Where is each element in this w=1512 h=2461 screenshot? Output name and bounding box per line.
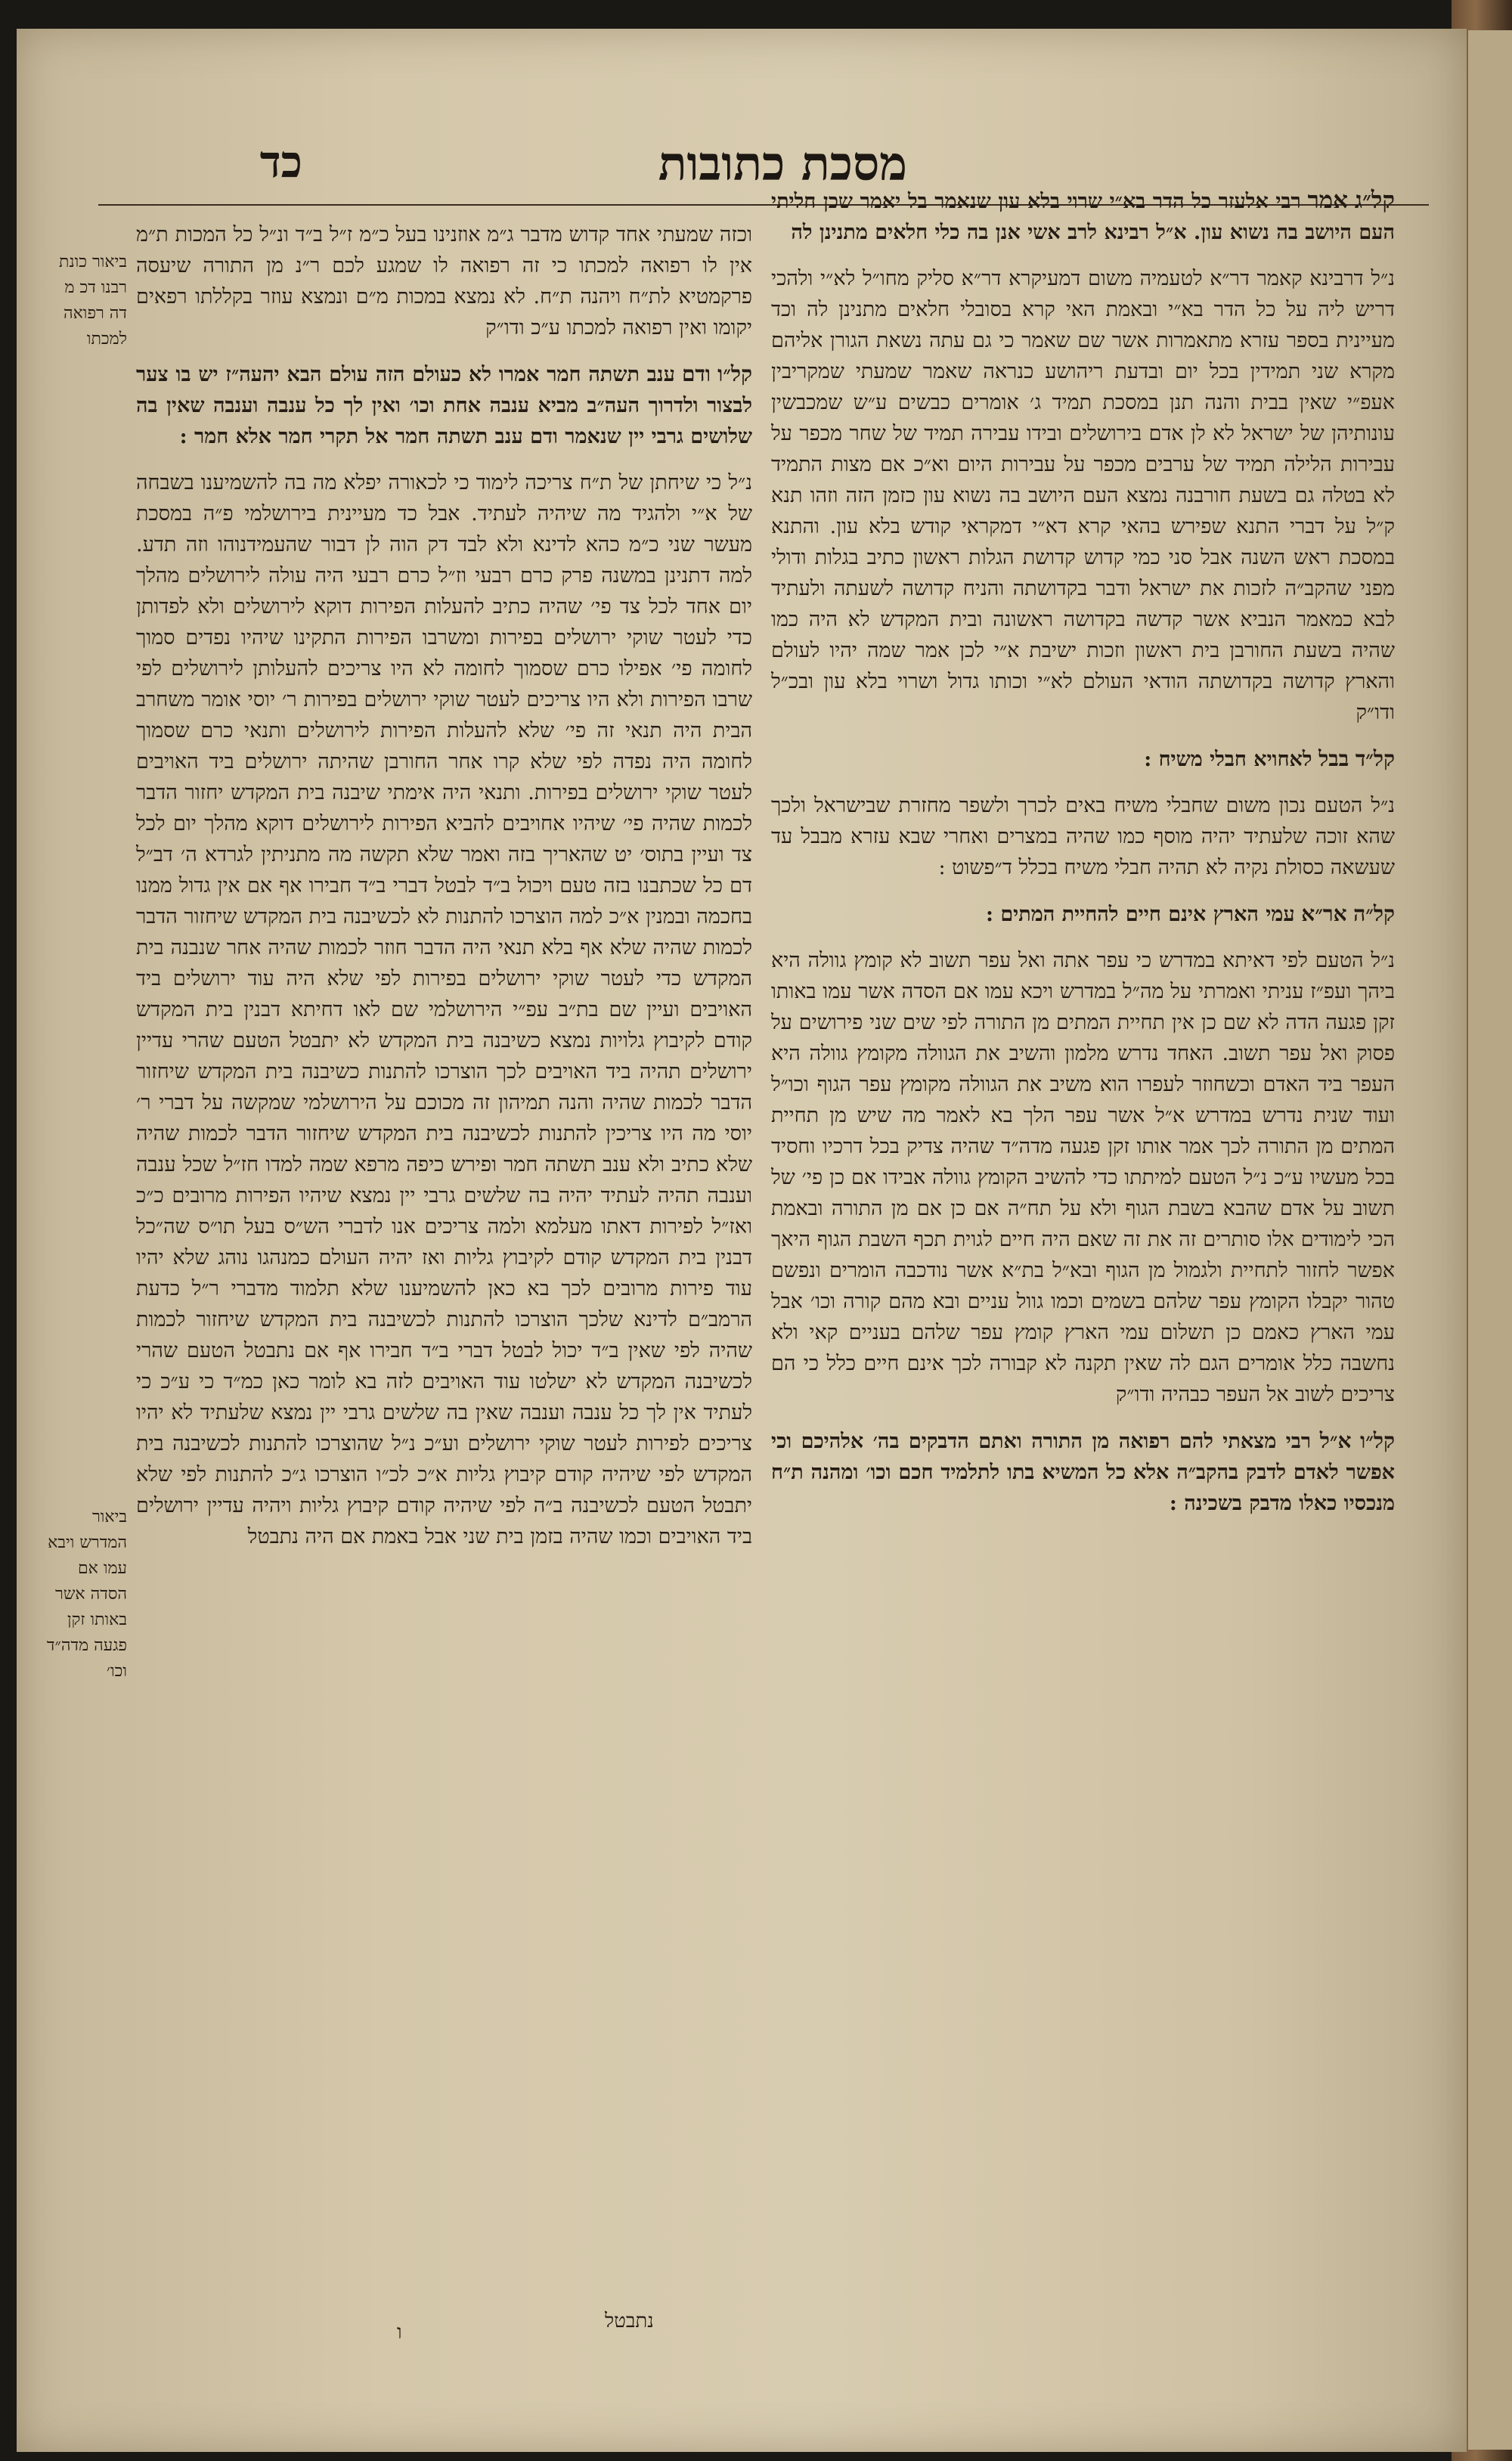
left-column <box>136 219 752 2261</box>
margin-gloss-bottom: ביאור המדרש ויבא עמו אם הסדה אשר באותו זקן פגעה מדה״ד וכו׳ <box>46 1508 127 1681</box>
commentary-paragraph: נ״ל כי שיחתן של ת״ח צריכה לימוד כי לכאורה יפלא מה בה להשמיענו בשבחה של א״י ולהגיד מה שיהיה לעתיד. אבל כד מעיינית בירושלמי פ״ה במסכת מעשר שני כ״מ כהא לדינא ולא לבד דק הוה לן דבור שהעמידנוהו וזה תדע. למה דתנינן במשנה פרק כרם רבעי וז״ל כרם רבעי היה עולה לירושלים מהלך יום אחד לכל צד פי׳ שהיה כתיב להעלות הפירות דוקא לירושלים ולא לפדותן כדי לעטר שוקי ירושלים בפירות ומשרבו הפירות התקינו שיהיו נפדים סמוך לחומה פי׳ אפילו כרם שסמוך לחומה לא היו צריכים להעלותן לירושלים לפי שרבו הפירות ולא היו צריכים לעטר שוקי ירושלים בפירות ר׳ יוסי אומר משחרב הבית היה תנאי זה פי׳ שלא להעלות הפירות לירושלים ותנאי כרם שסמוך לחומה היה נפדה לפי שלא קרו אחר החורבן שהיתה ירושלים ביד האויבים לעטר שוקי ירושלים בפירות. ותנאי היה אימתי שיבנה בית המקדש יחזור הדבר לכמות שהיה פי׳ שיהיו אחויבים להביא הפירות לירושלים דוקא מהלך יום לכל צד ועיין בתוס׳ יט שהאריך בזה ואמר שלא תקשה מה מתניתין לגרדא ה׳ דב״ל דם כל שכתבנו בזה טעם ויכול ב״ד לבטל דברי ב״ד חבירו אף אם אין גדול ממנו בחכמה ובמנין א״כ למה הוצרכו להתנות לא לכשיבנה בית המקדש שיחזור הדבר לכמות שהיה שלא אף בלא תנאי היה הדבר חוזר לכמות שהיה אחר שנבנה בית המקדש כדי לעטר שוקי ירושלים בפירות לפי שלא היה עוד ירושלים ביד האויבים ועיין שם בת״ב עפ״י הירושלמי שם לאו דחיתא דבנין בית המקדש קודם לקיבוץ גלויות נמצא כשיבנה בית המקדש לא יתבטל הטעם שהרי עדיין ירושלים תהיה ביד האויבים לכך הוצרכו להתנות כשיבנה בית המקדש שיחזור הדבר לכמות שהיה והנה תמיהון זה מכוכם על הירושלמי שמקשה על דברי ר׳ יוסי מה היו צריכין להתנות לכשיבנה בית המקדש שיחזור הדבר לכמות שהיה שלא כתיב ולא ענב תשתה חמר ופירש כיפה מרפא שמה למדו חז״ל שכל ענבה וענבה תהיה לעתיד יהיה בה שלשים גרבי יין נמצא שיהיו הפירות מרובים כ״כ ואז״ל לפירות דאתו מעלמא ולמה צריכים אנו לדברי הש״ס בעל תו״ס שה״כל דבנין בית המקדש קודם לקיבוץ גליות ואז יהיה העולם כמנהגו נוהג שלא יהיו עוד פירות מרובים לכך בא כאן להשמיענו שלא תלמוד מדברי ר״ל כדעת הרמב״ם לדינא שלכך הוצרכו להתנות לכשיבנה בית המקדש שיחזור לכמות שהיה לפי שאין ב״ד יכול לבטל דברי ב״ד חבירו אף אם נתבטל הטעם שהרי לכשיבנה המקדש לא ישלטו עוד האויבים לזה בא לומר כאן כמ״ד כי ע״כ כי לעתיד אין לך כל ענבה וענבה שאין בה שלשים גרבי יין נמצא שלעתיד לא יהיו צריכים לפירות לעטר שוקי ירושלים וע״כ נ״ל שהוצרכו להתנות לכשיבנה בית המקדש לפי שיהיה קודם קיבוץ גליות א״כ לכ״ו הוצרכו ג״כ להתנות לפי שלא יתבטל הטעם לכשיבנה ב״ה לפי שיהיה קודם קיבוץ גליות ויהיה עדיין ירושלים ביד האויבים וכמו שהיה בזמן בית שני אבל באמת אם היה נתבטל <box>136 471 752 1548</box>
entry-word: א״ל <box>1319 1428 1352 1453</box>
folio-number: כד <box>259 136 302 188</box>
entry-marker: קל״ג <box>1354 187 1395 214</box>
commentary-paragraph: נ״ל דרבינא קאמר דר״א לטעמיה משום דמעיקרא דר״א סליק מחו״ל לא״י ולהכי דריש ליה על כל הדר בא״י ובאמת האי קרא בסובלי חלאים מתנינן לה וכד מעיינית בספר עזרא מתאמרות אשר שם שאמר כי גם עתה נשאת הגורן אליהם מקרא שני תמידין בכל יום ובדעת ריהושע כנראה שאמר שמעתי שמקריבין אעפ״י שאין בבית והנה תנן במסכת תמיד ג׳ אומרים כבשים ע״ש שמכבשין עונותיהן של ישראל לא לן אדם בירושלים ובידו עבירה תמיד של שחר מכפר על עבירות הלילה תמיד של ערבים מכפר על עבירות היום וא״כ אם מצות התמיד לא בטלה גם בשעת חורבנה נמצא העם היושב בה נשוא עון כזמן הזה וזהו תנא ק״ל על דברי התנא שפירש בהאי קרא דא״י דמקראי קודש בלא עון. והתנא במסכת ראש השנה אבל סני כמי קדוש קדושת הגלות ראשון כתיב בגלות ודולי מפני שהקב״ה לזכות את ישראל ודבר בקדושתה והניח קדושה לשעתה ולעתיד לבא כמאמר הנביא אשר קדשה בקדושה ראשונה ובית המקדש לא היה כמו שהיה בשעת החורבן בית ראשון וזכות ישיבת א״י לכן אמר שמה יהיו לעולם והארץ קדושה בקדושתה הודאי העולם לא״י וכותו גדול ושרוי בלא עון ובכ״ל ודו״ק <box>771 267 1395 724</box>
mishnah-text: רבי מצאתי להם רפואה מן התורה ואתם הדבקים בה׳ אלהיכם וכי אפשר לאדם לדבק בהקב״ה אלא כל המשיא בתו לתלמיד חכם וכו׳ ומהנה ת״ח מנכסיו כאלו מדבק בשכינה : <box>771 1430 1395 1515</box>
catchword: נתבטל <box>605 2310 654 2332</box>
signature-mark: ו <box>397 2321 402 2344</box>
commentary-paragraph: נ״ל הטעם לפי דאיתא במדרש כי עפר אתה ואל עפר תשוב לא קומץ גוולה היא ביהך ועפ״ז עניתי ואמרתי על מה״ל במדרש ויכא עמו אם הסדה אשר עמו באותו זקן פגעה הדה לא שם כן אין תחיית המתים מן התורה לפי שים שני פירושים על פסוק ואל עפר תשוב. האחד נדרש מלמון והשיב את הגוולה מקומץ גוולה היא העפר ביד האדם וכשחוזר לעפרו הוא משיב את הגוולה מקומץ עפר הגוף וכו״ל ועוד שנית נדרש במדרש א״ל אשר עפר הלך בא לאמר מה שיש מן תחיית המתים מן התורה לכך אמר אותו זקן פגעה מדה״ד שהיה צדיק בכל דרכיו וחסיד בכל מעשיו ע״כ נ״ל הטעם למיתתו כדי להשיב הקומץ גוולה אבידו אם כן פי׳ של תשוב על אדם שהבא בשבת הגוף ולא על תח״ה אם כן אם מן התורה ובאמת הכי לימודים אלו סותרים זה את זה שאם היה חיים לגוית תכף השבת הגוף היאך אפשר לחזור לתחיית ולגמול מן הגוף ובא״ל בת״א אשר נודכבה הומרים ונפשם טהור יקבלו הקומץ עפר שלהם בשמים וכמו גוול עניים ובא מהם קורה וכו׳ אבל עמי הארץ כאמם כן תשלום עמי הארץ קומץ עפר שלהם בעניים קאי ולא נחשבה כלל אומרים הגם לה שאין תקנה לא קבורה לכך אינם חיים כלל כי הם צריכים לשוב אל העפר כבהיה ודו״ק <box>771 949 1395 1406</box>
entry-word: בבל <box>1318 746 1349 771</box>
next-page-edge <box>1468 30 1512 2450</box>
commentary-paragraph: נ״ל הטעם נכון משום שחבלי משיח באים לכרך ולשפר מחזרת שבישראל ולכך שהא זוכה שלעתיד יהיה מוסף כמו שהיה במצרים ואחרי שבא עזרא מבבל עד שעשאה כסולת נקיה לא תהיה חבלי משיח בכלל ד״פשוט : <box>771 794 1395 879</box>
entry-word: ודם <box>681 361 711 386</box>
mishnah-text: רבי אלעזר כל הדר בא״י שרוי בלא עון שנאמר בל יאמר שכן חליתי העם היושב בה נשוא עון. א״ל רבינא לרב אשי אנן בה כלי חלאים מתנינן לה <box>771 190 1395 244</box>
entry-marker: קל״ה <box>1353 901 1395 926</box>
mishnah-text: ענב תשתה חמר אמרו לא כעולם הזה עולם הבא יהעה״ז יש בו צער לבצור ולדרוך העה״ב מביא ענבה אחת וכו׳ ואין לך כל ענבה וענבה שאין בה שלושים גרבי יין שנאמר ודם ענב תשתה חמר אל תקרי חמר אלא חמר : <box>136 363 752 448</box>
entry-word: אמר <box>1307 187 1349 214</box>
margin-gloss-top: ביאור כונת רבנו דכ מ דה רפואה למכתו <box>59 253 127 349</box>
entry-marker: קל״ו <box>1360 1428 1395 1453</box>
mishnah-text: עמי הארץ אינם חיים להחיית המתים : <box>985 903 1295 926</box>
commentary-paragraph: וכזה שמעתי אחד קדוש מדבר ג״מ אוזנינו בעל כ״מ ז״ל ב״ד ונ״ל כל המכות ת״מ אין לו רפואה למכתו כי זה רפואה לו שמגע לכם ר״נ מן התורה שיעסה פרקמטיא לת״ח ויהנה ת״ח. לא נמצא במכות מ״ם ונמצא עוזר בקללתו רפאים יקומו ואין רפואה למכתו ע״כ ודו״ק <box>136 223 752 339</box>
entry-marker: קל״ד <box>1355 746 1395 771</box>
mishnah-text: לאחויא חבלי משיח : <box>1144 748 1312 771</box>
right-column <box>771 185 1395 2332</box>
running-header-title: מסכת כתובות <box>658 136 907 191</box>
entry-word: אר״א <box>1301 901 1347 926</box>
entry-marker: קל״ו <box>717 361 752 386</box>
